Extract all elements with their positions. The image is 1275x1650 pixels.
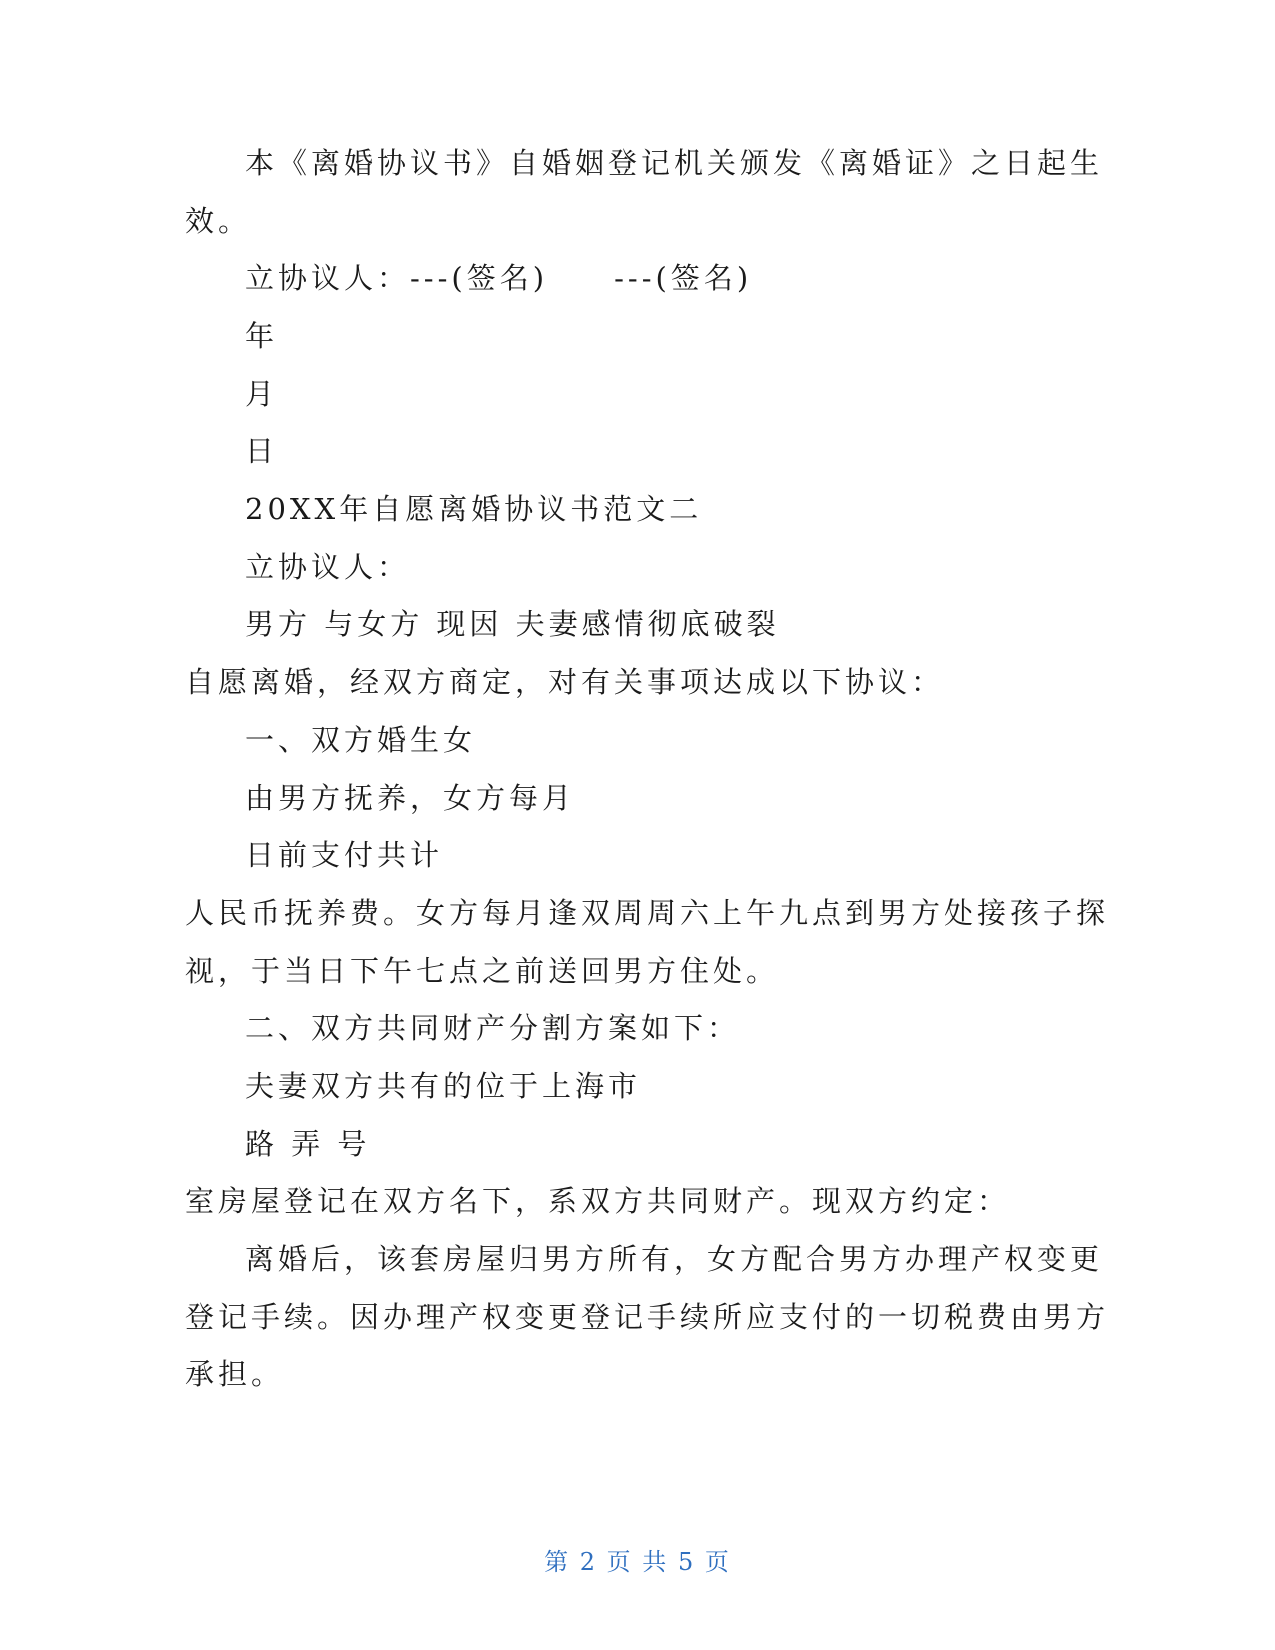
paragraph-line: 由男方抚养，女方每月 bbox=[245, 781, 576, 815]
date-day-label: 日 bbox=[245, 434, 279, 468]
paragraph-line: 视，于当日下午七点之前送回男方住处。 bbox=[185, 954, 780, 988]
clause-heading: 二、双方共同财产分割方案如下： bbox=[245, 1011, 741, 1045]
paragraph-line: 自愿离婚，经双方商定，对有关事项达成以下协议： bbox=[185, 665, 945, 699]
paragraph-line: 登记手续。因办理产权变更登记手续所应支付的一切税费由男方 bbox=[185, 1300, 1110, 1334]
paragraph-line: 离婚后，该套房屋归男方所有，女方配合男方办理产权变更 bbox=[245, 1242, 1104, 1276]
paragraph-line: 立协议人： bbox=[245, 550, 411, 584]
paragraph-line: 室房屋登记在双方名下，系双方共同财产。现双方约定： bbox=[185, 1184, 1011, 1218]
clause-heading: 一、双方婚生女 bbox=[245, 723, 477, 757]
paragraph-line: 日前支付共计 bbox=[245, 838, 444, 872]
paragraph-line: 人民币抚养费。女方每月逢双周周六上午九点到男方处接孩子探 bbox=[185, 896, 1110, 930]
page-number-footer: 第 2 页 共 5 页 bbox=[544, 1548, 731, 1576]
paragraph-line: 夫妻双方共有的位于上海市 bbox=[245, 1069, 642, 1103]
signature-line: 立协议人：---(签名) ---(签名) bbox=[245, 261, 753, 295]
section-title: 20XX年自愿离婚协议书范文二 bbox=[245, 492, 703, 526]
paragraph-line: 承担。 bbox=[185, 1357, 285, 1391]
paragraph-line: 效。 bbox=[185, 204, 252, 238]
paragraph-line: 路 弄 号 bbox=[245, 1127, 371, 1161]
date-year-label: 年 bbox=[245, 319, 279, 353]
date-month-label: 月 bbox=[245, 377, 279, 411]
paragraph-line: 本《离婚协议书》自婚姻登记机关颁发《离婚证》之日起生 bbox=[245, 146, 1104, 180]
paragraph-line: 男方 与女方 现因 夫妻感情彻底破裂 bbox=[245, 607, 780, 641]
